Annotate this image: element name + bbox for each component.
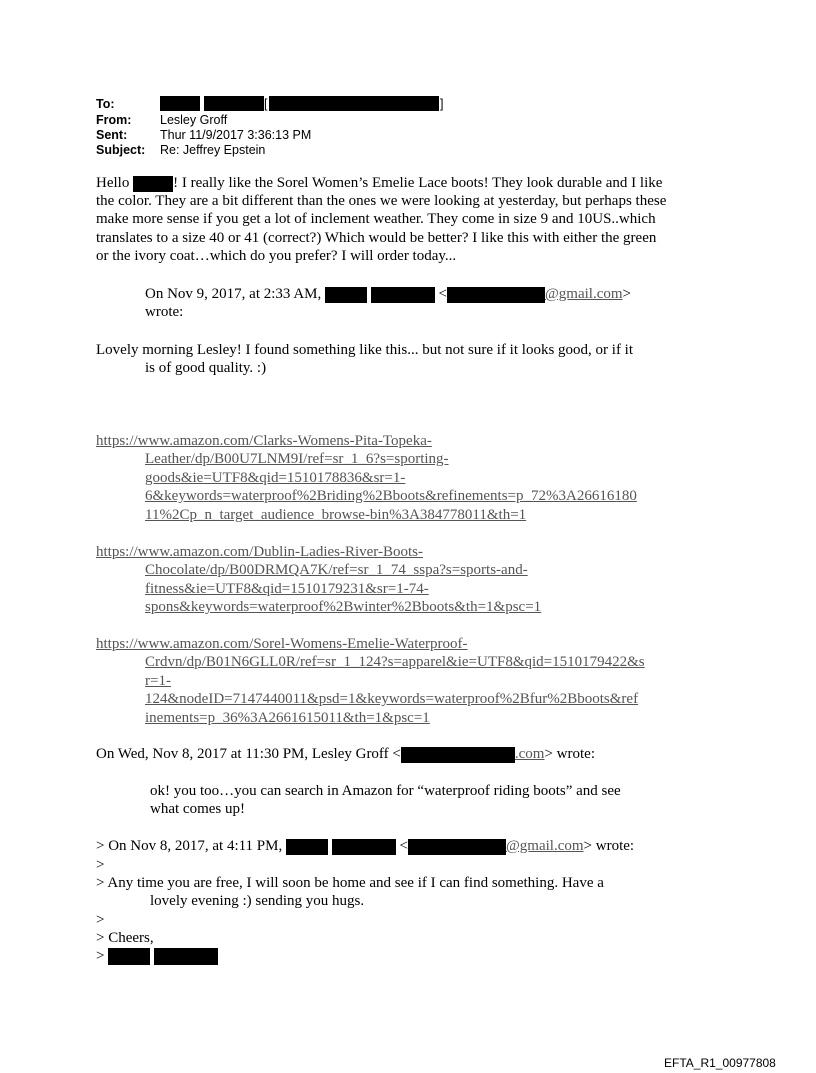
quote2-line [96,745,595,763]
quote3-email-link[interactable]: @gmail.com [505,838,584,854]
subject-value: Re: Jeffrey Epstein [160,143,266,157]
redaction-block [408,839,506,855]
quote3-blank-1: > [96,857,105,873]
quote3-message-line-2: lovely evening :) sending you hugs. [150,893,365,909]
message2-line-1: ok! you too…you can search in Amazon for “waterproof riding boots” and see [150,783,621,799]
quote3-line [96,837,634,855]
sent-label: Sent: [96,128,128,142]
quote3-cheers: > Cheers, [96,930,154,946]
quote3-suffix: > wrote: [583,838,635,854]
header-subject-row [96,142,145,158]
message1-line-2: is of good quality. :) [145,360,267,376]
redaction-block [204,96,264,111]
header-sent-row [96,127,127,143]
subject-label: Subject: [96,143,146,157]
quote1-line [145,285,631,303]
quote3-sig-marker: > [96,948,105,964]
sent-value: Thur 11/9/2017 3:36:13 PM [160,128,312,142]
document-id: EFTA_R1_00977808 [664,1056,776,1070]
redaction-block [325,287,367,303]
redaction-block [269,96,439,111]
body-line-1-text: ! I really like the Sorel Women’s Emelie Lace boots! They look durable and I like [173,175,663,191]
message2-line-2: what comes up! [150,801,245,817]
amazon-link-3-line-4[interactable]: 124&nodeID=7147440011&psd=1&keywords=waterproof%2Bfur%2Bboots&ref [145,691,639,707]
quote2-email-link[interactable]: .com [514,746,545,762]
amazon-link-1-line-2[interactable]: Leather/dp/B00U7LNM9I/ref=sr_1_6?s=sporting- [145,451,449,467]
quote1-lt: < [438,286,447,302]
redaction-block [108,948,150,965]
amazon-link-1-line-4[interactable]: 6&keywords=waterproof%2Briding%2Bboots&refinements=p_72%3A26616180 [145,488,637,504]
greeting: Hello [96,175,130,191]
amazon-link-2-line-2[interactable]: Chocolate/dp/B00DRMQA7K/ref=sr_1_74_sspa?s=sports-and- [145,562,528,578]
to-bracket-open: [ [264,97,268,111]
amazon-link-2-line-3[interactable]: fitness&ie=UTF8&qid=1510179231&sr=1-74- [145,581,429,597]
redaction-block [401,747,515,763]
to-label: To: [96,97,115,111]
quote1-gt: > [622,286,631,302]
header-from-row [96,112,131,128]
redaction-block [160,96,200,111]
amazon-link-1-line-1[interactable]: https://www.amazon.com/Clarks-Womens-Pita-Topeka- [96,433,432,449]
redaction-block [133,176,173,192]
amazon-link-3-line-5[interactable]: inements=p_36%3A2661615011&th=1&psc=1 [145,710,430,726]
quote1-prefix: On Nov 9, 2017, at 2:33 AM, [145,286,322,302]
quote3-message-line-1: > Any time you are free, I will soon be home and see if I can find something. Have a [96,875,604,891]
amazon-link-3-line-2[interactable]: Crdvn/dp/B01N6GLL0R/ref=sr_1_124?s=apparel&ie=UTF8&qid=1510179422&s [145,654,645,670]
amazon-link-1-line-5[interactable]: 11%2Cp_n_target_audience_browse-bin%3A384778011&th=1 [145,507,527,523]
body-line-2: the color. They are a bit different than the ones we were looking at yesterday, but perhaps these [96,193,667,209]
amazon-link-3-line-3[interactable]: r=1- [145,673,171,689]
from-label: From: [96,113,132,127]
redaction-block [154,948,218,965]
quote1-email-link[interactable]: @gmail.com [544,286,623,302]
from-value: Lesley Groff [160,113,228,127]
redaction-block [286,839,328,855]
amazon-link-3-line-1[interactable]: https://www.amazon.com/Sorel-Womens-Emelie-Waterproof- [96,636,468,652]
body-line-5: or the ivory coat…which do you prefer? I will order today... [96,248,457,264]
quote3-prefix: > On Nov 8, 2017, at 4:11 PM, [96,838,283,854]
quote2-suffix: > wrote: [544,746,595,762]
redaction-block [447,287,545,303]
amazon-link-1-line-3[interactable]: goods&ie=UTF8&qid=1510178836&sr=1- [145,470,406,486]
redaction-block [332,839,396,855]
body-line-1 [96,174,662,192]
quote1-wrote: wrote: [145,304,184,320]
body-line-4: translates to a size 40 or 41 (correct?) Which would be better? I like this with either the green [96,230,657,246]
message1-line-1: Lovely morning Lesley! I found something like this... but not sure if it looks good, or if it [96,342,634,358]
header-to-row [96,96,115,112]
quote3-signature-line [96,947,218,965]
redaction-block [371,287,435,303]
to-bracket-close: ] [440,97,444,111]
body-line-3: make more sense if you get a lot of inclement weather. They come in size 9 and 10US..which [96,211,656,227]
quote2-prefix: On Wed, Nov 8, 2017 at 11:30 PM, Lesley Groff < [96,746,401,762]
amazon-link-2-line-4[interactable]: spons&keywords=waterproof%2Bwinter%2Bboots&th=1&psc=1 [145,599,542,615]
quote3-lt: < [399,838,408,854]
amazon-link-2-line-1[interactable]: https://www.amazon.com/Dublin-Ladies-River-Boots- [96,544,423,560]
quote3-blank-2: > [96,912,105,928]
